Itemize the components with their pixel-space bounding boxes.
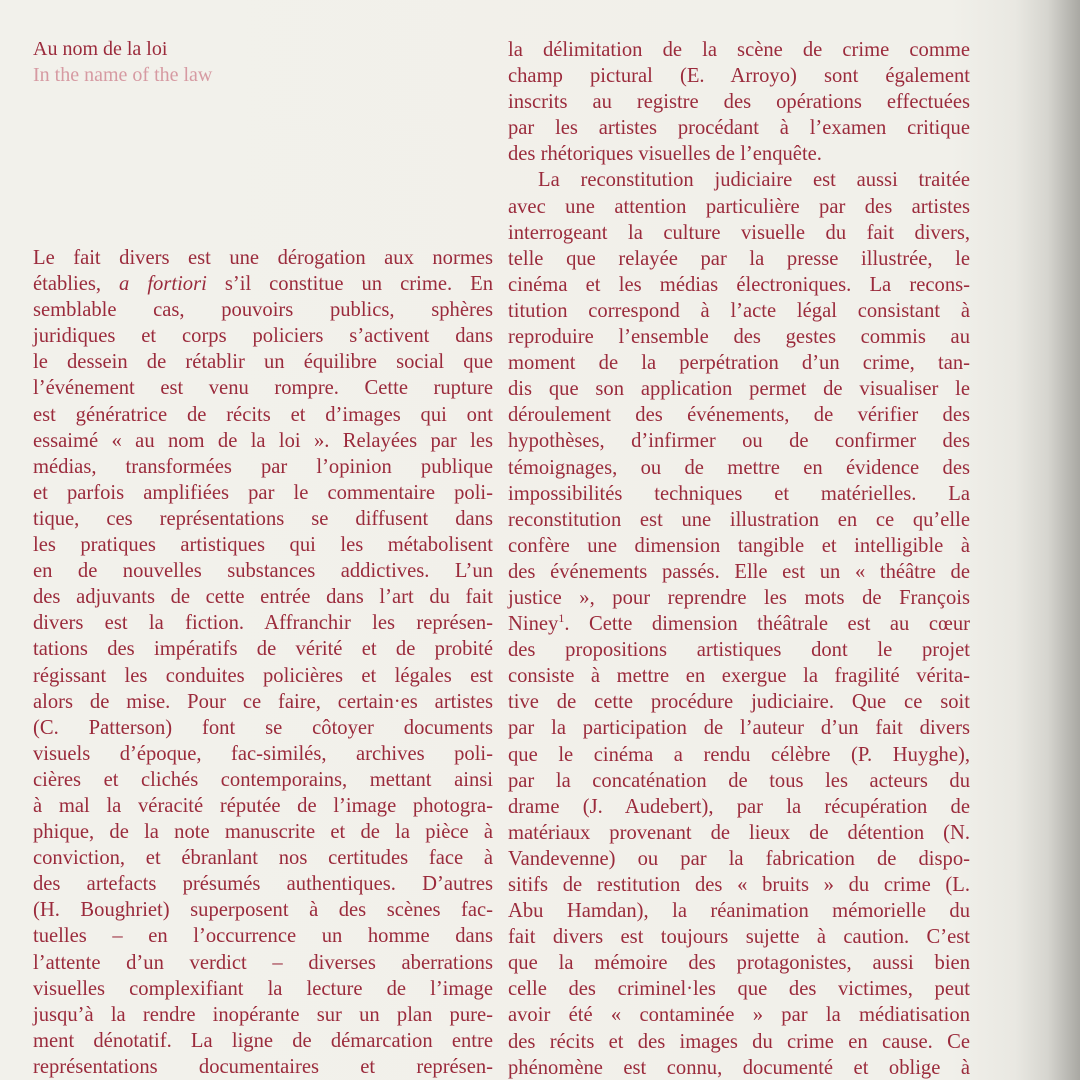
text-line: Niney$^1$. Cette dimension théâtrale est au cœur [508, 611, 970, 636]
text-line: et parfois amplifiées par le commentaire poli- [33, 481, 493, 504]
text-line: consiste à mettre en exergue la fragilité vérita- [508, 665, 970, 688]
header-title-fr: Au nom de la loi [33, 38, 168, 60]
text-line: phique, de la note manuscrite et de la pièce à [33, 821, 493, 844]
left-text-column [33, 245, 493, 1080]
right-text-column [508, 37, 970, 1080]
text-line: régissant les conduites policières et légales est [33, 664, 493, 687]
text-line: par les artistes procédant à l’examen critique [508, 117, 970, 140]
text-line: que la mémoire des protagonistes, aussi bien [508, 952, 970, 975]
text-line: la délimitation de la scène de crime comme [508, 39, 970, 61]
text-line: sitifs de restitution des « bruits » du crime (L. [508, 874, 970, 896]
text-line: des propositions artistiques dont le projet [508, 639, 970, 662]
text-line: est génératrice de récits et d’images qui ont [33, 403, 493, 426]
text-line: à mal la véracité réputée de l’image photogra- [33, 794, 493, 817]
text-line: visuelles complexifiant la lecture de l’image [33, 977, 493, 1000]
text-line: l’attente d’un verdict – diverses aberrations [33, 951, 493, 974]
text-line: juridiques et corps policiers s’activent dans [33, 325, 493, 348]
text-line: en de nouvelles substances addictives. L’un [33, 560, 493, 583]
text-line: reproduire l’ensemble des gestes commis au [508, 326, 970, 349]
text-line: jusqu’à la rendre inopérante sur un plan pure- [33, 1003, 493, 1026]
text-line: hypothèses, d’infirmer ou de confirmer des [508, 430, 970, 453]
text-line: champ pictural (E. Arroyo) sont également [508, 65, 970, 88]
text-line: par la participation de l’auteur d’un fait divers [508, 717, 970, 740]
text-line: reconstitution est une illustration en ce qu’elle [508, 508, 970, 531]
text-line: cières et clichés contemporains, mettant ainsi [33, 768, 493, 791]
text-line: Abu Hamdan), la réanimation mémorielle du [508, 900, 970, 923]
text-line: conviction, et ébranlant nos certitudes face à [33, 847, 493, 870]
text-line: interrogeant la culture visuelle du fait divers, [508, 221, 970, 244]
text-line: des récits et des images du crime en cause. Ce [508, 1030, 970, 1053]
text-line: le dessein de rétablir un équilibre social que [33, 351, 493, 374]
text-line: l’événement est venu rompre. Cette rupture [33, 377, 493, 400]
text-line: déroulement des événements, de vérifier des [508, 404, 970, 427]
text-line: tive de cette procédure judiciaire. Que ce soit [508, 691, 970, 714]
text-line: moment de la perpétration d’un crime, tan- [508, 352, 970, 375]
text-line: alors de mise. Pour ce faire, certain·es artistes [33, 690, 493, 713]
text-line: celle des criminel·les que des victimes, peut [508, 978, 970, 1001]
text-line: phénomène est connu, documenté et oblige à [508, 1056, 970, 1079]
text-line: des adjuvants de cette entrée dans l’art du fait [33, 586, 493, 609]
text-line: par la concaténation de tous les acteurs du [508, 769, 970, 792]
text-line: telle que relayée par la presse illustrée, le [508, 247, 970, 270]
text-line: témoignages, ou de mettre en évidence des [508, 456, 970, 479]
text-line: semblable cas, pouvoirs publics, sphères [33, 299, 493, 322]
text-line: représentations documentaires et représen- [33, 1055, 493, 1078]
text-line: Le fait divers est une dérogation aux normes [33, 247, 493, 269]
text-line: dis que son application permet de visualiser le [508, 378, 970, 401]
text-line: avec une attention particulière par des artistes [508, 195, 970, 218]
text-line: Vandevenne) ou par la fabrication de dispo- [508, 847, 970, 870]
text-line: matériaux provenant de lieux de détention (N. [508, 821, 970, 844]
text-line: médias, transformées par l’opinion publique [33, 455, 493, 478]
text-line: cinéma et les médias électroniques. La recons- [508, 273, 970, 296]
running-header [33, 36, 212, 88]
text-line: (C. Patterson) font se côtoyer documents [33, 716, 493, 739]
text-line: drame (J. Audebert), par la récupération de [508, 795, 970, 818]
italic-phrase: a fortiori [119, 273, 207, 296]
text-line: justice », pour reprendre les mots de François [508, 586, 970, 609]
text-line: (H. Boughriet) superposent à des scènes fac- [33, 899, 493, 922]
text-line: tique, ces représentations se diffusent dans [33, 507, 493, 530]
text-line: impossibilités techniques et matérielles. La [508, 482, 970, 505]
text-line: que le cinéma a rendu célèbre (P. Huyghe), [508, 743, 970, 766]
text-line: avoir été « contaminée » par la médiatisation [508, 1004, 970, 1027]
text-line: confère une dimension tangible et intelligible à [508, 534, 970, 557]
text-line: des artefacts présumés authentiques. D’autres [33, 873, 493, 896]
text-line: divers est la fiction. Affranchir les représen- [33, 612, 493, 635]
text-line: tations des impératifs de vérité et de probité [33, 638, 493, 661]
footnote-marker: 1 [558, 611, 565, 626]
text-line: visuels d’époque, fac-similés, archives poli- [33, 742, 493, 765]
text-line: fait divers est toujours sujette à caution. C’est [508, 926, 970, 949]
text-line: tuelles – en l’occurrence un homme dans [33, 925, 493, 948]
text-line: des événements passés. Elle est un « théâtre de [508, 560, 970, 583]
text-line: inscrits au registre des opérations effectuées [508, 91, 970, 114]
text-line: établies, a fortiori s’il constitue un crime. En [33, 273, 493, 296]
paragraph-start-line: La reconstitution judiciaire est aussi traitée [538, 169, 970, 192]
text-line: essaimé « au nom de la loi ». Relayées par les [33, 429, 493, 452]
text-line: des rhétoriques visuelles de l’enquête. [508, 143, 822, 166]
text-line: titution correspond à l’acte légal consistant à [508, 299, 970, 322]
text-line: les pratiques artistiques qui les métabolisent [33, 534, 493, 557]
text-line: ment dénotatif. La ligne de démarcation entre [33, 1029, 493, 1052]
header-title-en: In the name of the law [33, 64, 213, 86]
